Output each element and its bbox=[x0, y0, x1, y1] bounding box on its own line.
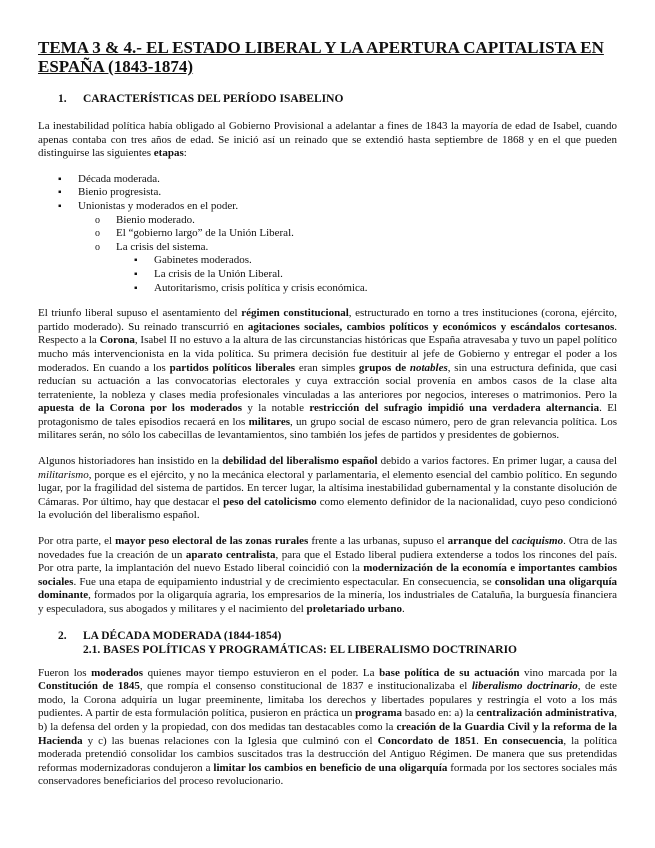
section-number: 2. bbox=[58, 629, 67, 642]
bold-run: base política de su actuación bbox=[379, 666, 520, 679]
text-run: eran simples bbox=[295, 361, 359, 374]
bold-italic-run: notables bbox=[409, 361, 448, 374]
text-run: formada por los sectores sociales más conservadores beneficiarios del proceso revolucionario. bbox=[38, 761, 617, 788]
section-heading-1 bbox=[38, 92, 617, 106]
section-label: LA DÉCADA MODERADA (1844-1854) bbox=[83, 629, 282, 642]
text-run: vino marcada por la bbox=[519, 666, 618, 679]
bold-italic-run: liberalismo doctrinario bbox=[471, 680, 578, 693]
paragraph-moderados bbox=[38, 667, 617, 789]
bold-run: peso del catolicismo bbox=[223, 495, 317, 508]
paragraph-weakness bbox=[38, 455, 617, 523]
text-run: , para que el Estado liberal pudiera extenderse a todos los rincones del país. Por otra parte, la implantación del nuevo Estado liberal coincidió con la bbox=[38, 548, 617, 575]
bold-run: creación de la Guardia Civil y la reforma de la Hacienda bbox=[38, 720, 617, 747]
text-run: basado en: a) la bbox=[402, 707, 477, 720]
paragraph-regime bbox=[38, 307, 617, 443]
text-run: , que rompía el consenso constitucional de 1837 e institucionalizaba el bbox=[139, 680, 472, 693]
bold-run: moderados bbox=[91, 666, 144, 679]
bold-run: Corona bbox=[99, 334, 135, 347]
text-run: , Isabel II no estuvo a la altura de las circunstancias históricas que España atravesaba y tuvo un papel político mucho más intervencionista en la vida política. Su primera decisión fue destituir al jefe de Gobierno y entregar el poder a los moderados. En cuando a los bbox=[38, 334, 617, 374]
section-number: 1. bbox=[58, 93, 67, 105]
sub-sub-list-item: ▪ La crisis de la Unión Liberal. bbox=[38, 268, 617, 282]
text-run: debido a varios factores. En primer lugar, a causa del bbox=[377, 455, 617, 468]
bold-run: restricción del sufragio impidió una verdadera alternancia bbox=[309, 402, 600, 415]
text-run: , estructurado en torno a tres instituciones (corona, ejército, partido moderado). Su reinado transcurrió en bbox=[38, 307, 617, 333]
bold-run: debilidad del liberalismo español bbox=[222, 455, 378, 468]
sub-sub-list-item: ▪ Autoritarismo, crisis política y crisis económica. bbox=[38, 282, 617, 296]
sub-sub-list-item: ▪ Gabinetes moderados. bbox=[38, 254, 617, 268]
bold-run: programa bbox=[355, 707, 403, 720]
text-run: La inestabilidad política había obligado al Gobierno Provisional a adelantar a fines de 1843 la mayoría de edad de Isabel, cuando apenas contaba con tres años de edad. Se inició así un reinado que se extendió hasta septiembre de 1868 y en el que pueden distinguirse las siguientes bbox=[38, 120, 617, 160]
list-item: ▪ Unionistas y moderados en el poder. bbox=[38, 200, 617, 214]
sub-list-item: o El “gobierno largo” de la Unión Liberal. bbox=[38, 227, 617, 241]
sub-list-item: o Bienio moderado. bbox=[38, 214, 617, 228]
bold-run: etapas bbox=[153, 147, 184, 160]
text-run: . Respecto a la bbox=[38, 320, 617, 347]
bold-run: aparato centralista bbox=[185, 548, 276, 561]
bold-run: limitar los cambios en beneficio de una oligarquía bbox=[213, 761, 448, 774]
bold-run: proletariado urbano bbox=[306, 603, 402, 615]
italic-run: militarismo bbox=[38, 468, 89, 481]
stages-list bbox=[38, 173, 617, 295]
paragraph-caciquismo bbox=[38, 535, 617, 617]
list-item: ▪ Bienio progresista. bbox=[38, 186, 617, 200]
text-run: . bbox=[476, 734, 484, 747]
bold-run: consolidan una oligarquía dominante bbox=[38, 575, 617, 602]
bold-run: arranque del bbox=[447, 535, 512, 548]
bold-run: Concordato de 1851 bbox=[377, 734, 477, 747]
text-run: , b) la defensa del orden y la propiedad, con dos medidas tan destacables como la bbox=[38, 707, 617, 733]
bold-run: modernización de la economía e importantes cambios sociales bbox=[38, 562, 618, 588]
document-title: TEMA 3 & 4.- EL ESTADO LIBERAL Y LA APERTURA CAPITALISTA EN ESPAÑA (1843-1874) bbox=[38, 38, 604, 76]
subsection-label: 2.1. BASES POLÍTICAS Y PROGRAMÁTICAS: EL LIBERALISMO DOCTRINARIO bbox=[83, 643, 517, 656]
text-run: y c) las buenas relaciones con la Iglesia que culminó con el bbox=[82, 734, 378, 747]
section-heading-2 bbox=[38, 629, 617, 657]
bold-run: grupos de bbox=[358, 361, 410, 374]
bold-italic-run: caciquismo bbox=[511, 535, 564, 548]
bold-run: apuesta de la Corona por los moderados bbox=[38, 402, 243, 415]
text-run: Algunos historiadores han insistido en la bbox=[38, 455, 223, 468]
text-run: , sin una estructura definida, que casi reducían su actuación a las convocatorias electorales y cuya extracción social provenía en ambos casos de la clase alta terrateniente, la nobleza y clases media profesionales vinculadas a las anteriores por negocios, intereses o matrimonios. Pero la bbox=[38, 361, 618, 401]
paragraph-intro bbox=[38, 120, 617, 161]
text-run: El triunfo liberal supuso el asentamiento del bbox=[38, 307, 242, 320]
bold-run: Constitución de 1845 bbox=[38, 680, 140, 693]
text-run: y la notable bbox=[242, 402, 310, 415]
bold-run: militares bbox=[248, 415, 290, 428]
bold-run: centralización administrativa bbox=[476, 707, 615, 720]
bold-run: agitaciones sociales, cambios políticos y económicos y escándalos cortesanos bbox=[247, 320, 615, 333]
text-run: frente a las urbanas, supuso el bbox=[308, 535, 448, 548]
text-run: Por otra parte, el bbox=[38, 535, 116, 548]
text-run: , la política moderada pretendió consolidar los cambios suscitados tras la destrucción del Antiguo Régimen. De manera que sus pretendidas reformas modernizadoras condujeron a bbox=[38, 734, 618, 774]
bold-run: régimen constitucional bbox=[241, 307, 349, 320]
bold-run: partidos políticos liberales bbox=[169, 361, 296, 374]
text-run: . Fue una etapa de equipamiento industrial y de crecimiento espectacular. En consecuencia, se bbox=[73, 575, 495, 588]
list-item: ▪ Década moderada. bbox=[38, 173, 617, 187]
sub-list-item: o La crisis del sistema. bbox=[38, 241, 617, 255]
text-run: . El protagonismo de tales episodios recaerá en los bbox=[38, 402, 617, 428]
text-run: Fueron los bbox=[38, 666, 92, 679]
text-run: : bbox=[183, 147, 187, 160]
text-run: , porque es el ejército, y no la mecánica electoral y parlamentaria, el elemento esencial del cambio político. En segundo lugar, por la fragilidad del sistema de partidos. En tercer lugar, la altísima inestabilidad gubernamental y la constante disolución de Cámaras. Por último, hay que destacar el bbox=[38, 468, 617, 508]
text-run: , formados por la oligarquía agraria, los empresarios de la minería, los industriales de Cataluña, la burguesía financiera y especuladora, sus abogados y militares y el nacimiento del bbox=[38, 589, 617, 615]
text-run: como elemento definidor de la nacionalidad, cuyo peso condicionó la evolución del liberalismo español. bbox=[38, 495, 617, 522]
bold-run: En consecuencia bbox=[483, 734, 564, 747]
text-run: . bbox=[401, 603, 405, 615]
text-run: . Otra de las novedades fue la creación de un bbox=[38, 535, 618, 561]
text-run: , un grupo social de escaso número, pero de gran relevancia política. Los militares serán, no sólo los cabecillas de levantamientos, sino también los jefes de partidos y presidentes de gobiernos. bbox=[38, 415, 617, 442]
section-label: CARACTERÍSTICAS DEL PERÍODO ISABELINO bbox=[83, 93, 344, 105]
bold-run: mayor peso electoral de las zonas rurales bbox=[115, 535, 309, 548]
text-run: quienes mayor tiempo estuvieron en el poder. La bbox=[143, 666, 380, 679]
text-run: , de este modo, la Corona adquiría un lugar preeminente, limitaba los derechos y libertades populares y restringía el voto a los más pudientes. A partir de esta formulación política, pusieron en práctica un bbox=[38, 680, 617, 720]
